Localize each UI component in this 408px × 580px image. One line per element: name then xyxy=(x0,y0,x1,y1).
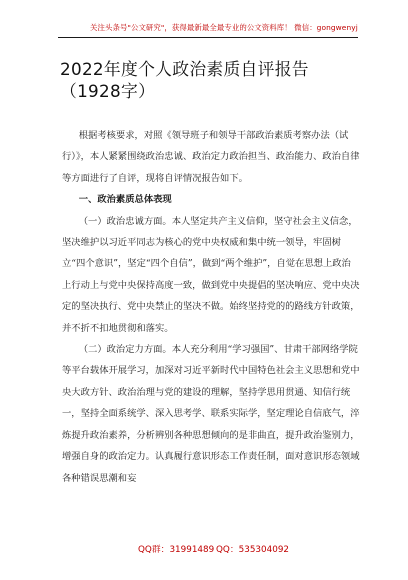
footer-qq-group: QQ群：31991489 xyxy=(138,545,215,555)
footer-qq-contact: QQ：535304092 xyxy=(216,545,290,555)
document-body xyxy=(62,125,360,489)
section-heading: 一、政治素质总体表现 xyxy=(78,194,172,206)
paragraph-political-loyalty: （一）政治忠诚方面。本人坚定共产主义信仰，坚守社会主义信念，坚决维护以习近平同志为核心的党中央权威和集中统一领导，牢固树立“四个意识”，坚定“四个自信”，做到“两个维护”，自觉在思想上政治上行动上与党中央保持高度一致，做到党中央提倡的坚决响应、党中央决定的坚决执行、党中央禁止的坚决不做。始终坚持党的的路线方针政策，并不折不扣地贯彻和落实。 xyxy=(62,215,360,334)
header-divider xyxy=(58,37,358,38)
page-footer xyxy=(0,540,408,560)
paragraph-political-steadfastness: （二）政治定力方面。本人充分利用“学习强国”、甘肃干部网络学院等平台载体开展学习，加深对习近平新时代中国特色社会主义思想和党中央大政方针、政治治理与党的建设的理解，坚持学思用贯通、知信行统一，坚持全面系统学、深入思考学、联系实际学，坚定理论自信底气，淬炼提升政治素养，分析辨别各种思想倾向的是非曲直，提升政治鉴别力，增强自身的政治定力。认真履行意识形态工作责任制，面对意识形态领域各种错误思潮和妄 xyxy=(62,344,360,484)
intro-paragraph: 根据考核要求，对照《领导班子和领导干部政治素质考察办法（试行）》，本人紧紧围绕政治忠诚、政治定力政治担当、政治能力、政治自律等方面进行了自评，现将自评情况报告如下。 xyxy=(62,130,360,184)
header-notice: 关注头条号"公文研究"，获得最新最全最专业的公文资料库！ 微信：gongwenyj xyxy=(90,23,358,32)
page-header xyxy=(0,0,408,40)
document-title: 2022年度个人政治素质自评报告（1928字） xyxy=(60,59,309,101)
